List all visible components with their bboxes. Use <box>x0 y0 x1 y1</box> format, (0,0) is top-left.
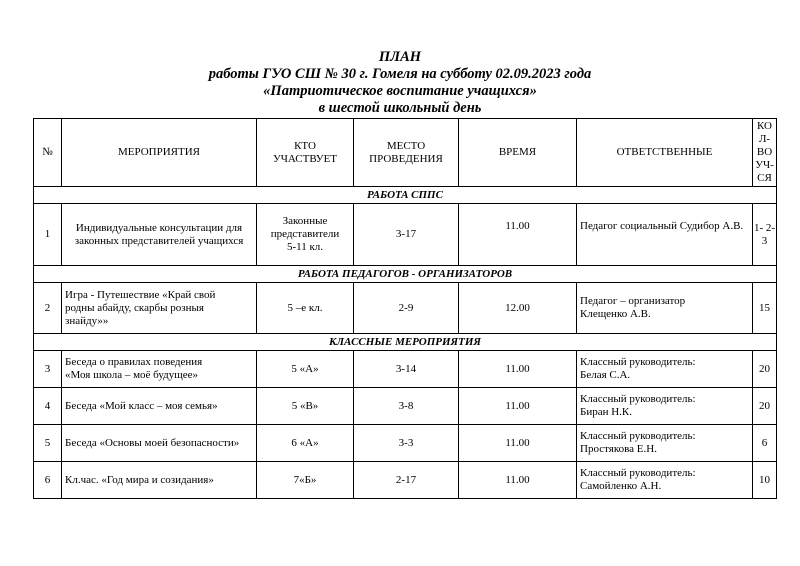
row-num: 2 <box>34 283 62 334</box>
row-who: 6 «А» <box>257 425 354 462</box>
table-row <box>34 283 777 334</box>
row-time: 11.00 <box>459 351 577 388</box>
row-count: 10 <box>753 462 777 499</box>
column-header-count: КО Л- ВО УЧ- СЯ <box>753 119 777 187</box>
row-who: 5 «А» <box>257 351 354 388</box>
row-responsible: Педагог – организатор Клещенко А.В. <box>577 283 753 334</box>
row-num: 1 <box>34 204 62 266</box>
row-num: 5 <box>34 425 62 462</box>
column-header-num: № <box>34 119 62 187</box>
table-row <box>34 462 777 499</box>
row-who: 7«Б» <box>257 462 354 499</box>
row-who: Законные представители 5-11 кл. <box>257 204 354 266</box>
row-time: 11.00 <box>459 388 577 425</box>
row-time: 12.00 <box>459 283 577 334</box>
row-place: 3-17 <box>354 204 459 266</box>
row-time: 11.00 <box>459 204 577 266</box>
plan-title: ПЛАН <box>378 49 422 65</box>
table-row <box>34 425 777 462</box>
row-responsible: Классный руководитель: Биран Н.К. <box>577 388 753 425</box>
table-row <box>34 204 777 266</box>
document-header <box>0 49 800 117</box>
column-header-time: ВРЕМЯ <box>459 119 577 187</box>
row-time: 11.00 <box>459 462 577 499</box>
row-place: 3-8 <box>354 388 459 425</box>
row-count: 20 <box>753 351 777 388</box>
row-num: 4 <box>34 388 62 425</box>
section-row <box>34 266 777 283</box>
plan-theme: «Патриотическое воспитание учащихся» <box>263 83 537 99</box>
column-header-who: КТО УЧАСТВУЕТ <box>257 119 354 187</box>
row-count: 6 <box>753 425 777 462</box>
table-row <box>34 351 777 388</box>
row-who: 5 –е кл. <box>257 283 354 334</box>
column-header-event: МЕРОПРИЯТИЯ <box>62 119 257 187</box>
row-place: 2-9 <box>354 283 459 334</box>
row-event: Кл.час. «Год мира и созидания» <box>62 462 257 499</box>
row-place: 3-14 <box>354 351 459 388</box>
section-title-spps: РАБОТА СППС <box>34 187 777 204</box>
plan-table <box>33 118 777 499</box>
row-responsible: Классный руководитель: Самойленко А.Н. <box>577 462 753 499</box>
row-place: 3-3 <box>354 425 459 462</box>
section-title-class-events: КЛАССНЫЕ МЕРОПРИЯТИЯ <box>34 334 777 351</box>
plan-day: в шестой школьный день <box>318 100 482 116</box>
column-header-place: МЕСТО ПРОВЕДЕНИЯ <box>354 119 459 187</box>
row-responsible: Педагог социальный Судибор А.В. <box>577 204 753 266</box>
row-who: 5 «В» <box>257 388 354 425</box>
row-event: Индивидуальные консультации для законных представителей учащихся <box>62 204 257 266</box>
table-header-row <box>34 119 777 187</box>
row-responsible: Классный руководитель: Простякова Е.Н. <box>577 425 753 462</box>
table-row <box>34 388 777 425</box>
row-num: 3 <box>34 351 62 388</box>
plan-subtitle: работы ГУО СШ № 30 г. Гомеля на субботу 02.09.2023 года <box>208 66 592 82</box>
section-row <box>34 334 777 351</box>
row-event: Игра - Путешествие «Край свой родны абайду, скарбы розныя знайду»» <box>62 283 257 334</box>
row-time: 11.00 <box>459 425 577 462</box>
row-event: Беседа о правилах поведения «Моя школа – моё будущее» <box>62 351 257 388</box>
row-count: 1- 2- 3 <box>753 204 777 266</box>
row-count: 15 <box>753 283 777 334</box>
row-count: 20 <box>753 388 777 425</box>
row-num: 6 <box>34 462 62 499</box>
section-title-organizers: РАБОТА ПЕДАГОГОВ - ОРГАНИЗАТОРОВ <box>34 266 777 283</box>
row-place: 2-17 <box>354 462 459 499</box>
column-header-responsible: ОТВЕТСТВЕННЫЕ <box>577 119 753 187</box>
row-event: Беседа «Основы моей безопасности» <box>62 425 257 462</box>
row-event: Беседа «Мой класс – моя семья» <box>62 388 257 425</box>
row-responsible: Классный руководитель: Белая С.А. <box>577 351 753 388</box>
section-row <box>34 187 777 204</box>
